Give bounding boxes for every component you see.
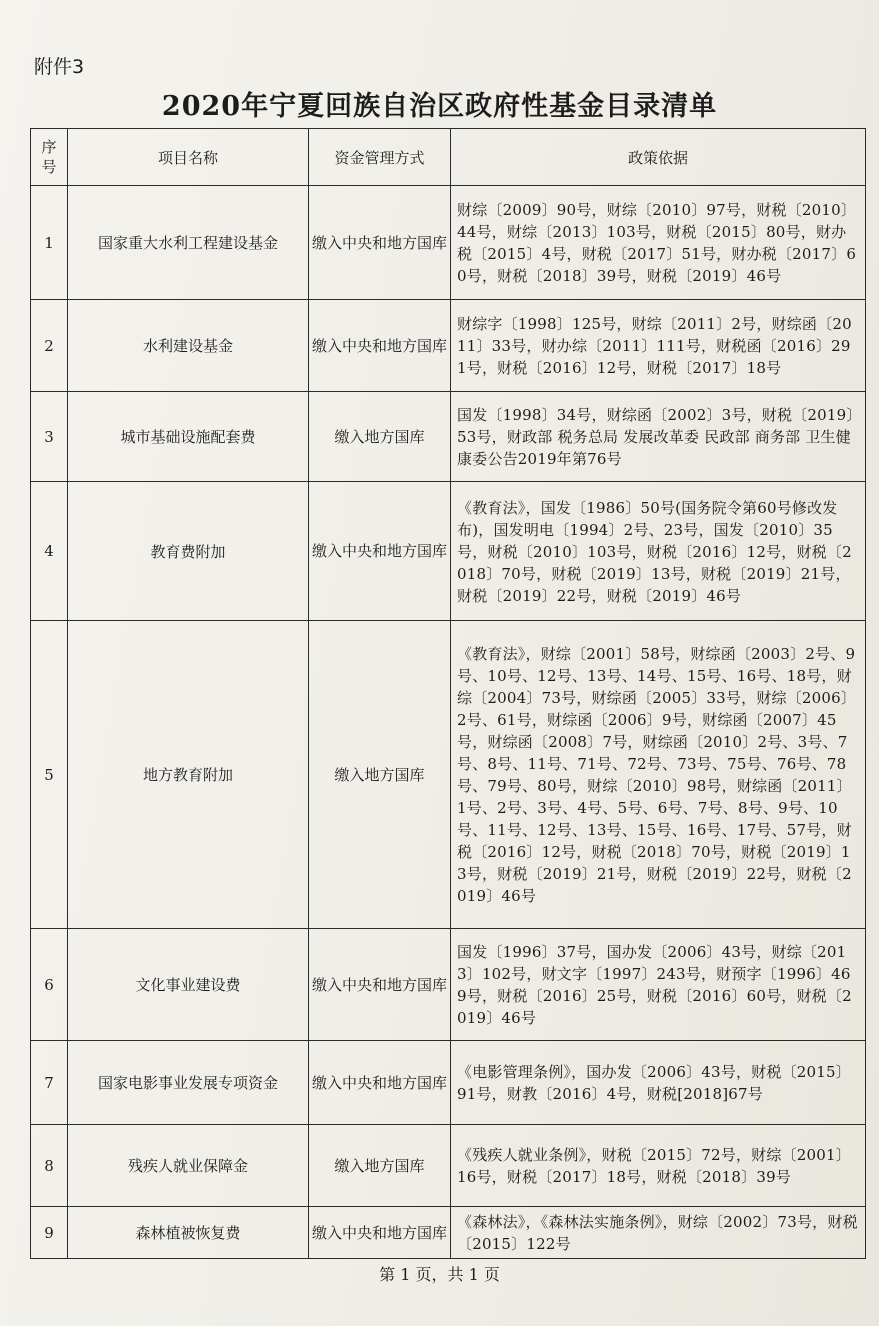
- attachment-label: 附件3: [34, 56, 85, 78]
- table-row: [31, 300, 866, 392]
- row-name: 文化事业建设费: [68, 929, 309, 1041]
- row-basis: 财综字〔1998〕125号，财综〔2011〕2号，财综函〔2011〕33号，财办综〔2011〕111号，财税函〔2016〕291号，财税〔2016〕12号，财税〔2017〕18号: [451, 300, 866, 392]
- row-name: 城市基础设施配套费: [68, 392, 309, 482]
- header-mgmt: 资金管理方式: [309, 129, 451, 186]
- table-row: [31, 1041, 866, 1125]
- table-row: [31, 1125, 866, 1207]
- header-basis: 政策依据: [451, 129, 866, 186]
- header-no: 序号: [31, 129, 68, 186]
- row-no: 4: [31, 482, 68, 621]
- row-no: 8: [31, 1125, 68, 1207]
- row-basis: 《残疾人就业条例》，财税〔2015〕72号，财综〔2001〕16号，财税〔2017〕18号，财税〔2018〕39号: [451, 1125, 866, 1207]
- row-mgmt: 缴入中央和地方国库: [309, 300, 451, 392]
- row-basis: 国发〔1996〕37号，国办发〔2006〕43号，财综〔2013〕102号，财文字〔1997〕243号，财预字〔1996〕469号，财税〔2016〕25号，财税〔2016〕60号，财税〔2019〕46号: [451, 929, 866, 1041]
- row-basis: 《电影管理条例》，国办发〔2006〕43号，财税〔2015〕91号，财教〔2016〕4号，财税[2018]67号: [451, 1041, 866, 1125]
- table-row: [31, 392, 866, 482]
- row-name: 地方教育附加: [68, 621, 309, 929]
- fund-catalog-table: [30, 128, 866, 1259]
- row-basis: 《教育法》，财综〔2001〕58号，财综函〔2003〕2号、9号、10号、12号、13号、14号、15号、16号、18号，财综〔2004〕73号，财综函〔2005〕33号，财综〔2006〕2号、61号，财综函〔2006〕9号，财综函〔2007〕45号，财综函〔2008〕7号，财综函〔2010〕2号、3号、7号、8号、11号、71号、72号、73号、75号、76号、78号、79号、80号，财综〔2010〕98号，财综函〔2011〕1号、2号、3号、4号、5号、6号、7号、8号、9号、10号、11号、12号、13号、15号、16号、17号、57号，财税〔2016〕12号，财税〔2018〕70号，财税〔2019〕13号，财税〔2019〕21号，财税〔2019〕22号，财税〔2019〕46号: [451, 621, 866, 929]
- row-name: 国家重大水利工程建设基金: [68, 186, 309, 300]
- row-mgmt: 缴入地方国库: [309, 392, 451, 482]
- row-name: 残疾人就业保障金: [68, 1125, 309, 1207]
- row-mgmt: 缴入中央和地方国库: [309, 482, 451, 621]
- row-no: 2: [31, 300, 68, 392]
- row-basis: 财综〔2009〕90号，财综〔2010〕97号，财税〔2010〕44号，财综〔2013〕103号，财税〔2015〕80号，财办税〔2015〕4号，财税〔2017〕51号，财办税〔2017〕60号，财税〔2018〕39号，财税〔2019〕46号: [451, 186, 866, 300]
- row-no: 9: [31, 1207, 68, 1259]
- row-no: 5: [31, 621, 68, 929]
- row-mgmt: 缴入中央和地方国库: [309, 929, 451, 1041]
- table-row: [31, 621, 866, 929]
- table-row: [31, 929, 866, 1041]
- row-mgmt: 缴入中央和地方国库: [309, 1207, 451, 1259]
- row-name: 国家电影事业发展专项资金: [68, 1041, 309, 1125]
- row-mgmt: 缴入中央和地方国库: [309, 1041, 451, 1125]
- row-name: 森林植被恢复费: [68, 1207, 309, 1259]
- header-name: 项目名称: [68, 129, 309, 186]
- row-no: 7: [31, 1041, 68, 1125]
- table-row: [31, 482, 866, 621]
- row-basis: 国发〔1998〕34号，财综函〔2002〕3号，财税〔2019〕53号，财政部 税务总局 发展改革委 民政部 商务部 卫生健康委公告2019年第76号: [451, 392, 866, 482]
- row-basis: 《教育法》，国发〔1986〕50号(国务院令第60号修改发布)，国发明电〔1994〕2号、23号，国发〔2010〕35号，财税〔2010〕103号，财税〔2016〕12号，财税〔2018〕70号，财税〔2019〕13号，财税〔2019〕21号，财税〔2019〕22号，财税〔2019〕46号: [451, 482, 866, 621]
- row-mgmt: 缴入中央和地方国库: [309, 186, 451, 300]
- page-footer: 第 1 页，共 1 页: [379, 1265, 500, 1284]
- row-name: 水利建设基金: [68, 300, 309, 392]
- row-name: 教育费附加: [68, 482, 309, 621]
- document-title: 2020年宁夏回族自治区政府性基金目录清单: [161, 91, 718, 122]
- row-mgmt: 缴入地方国库: [309, 621, 451, 929]
- row-basis: 《森林法》，《森林法实施条例》，财综〔2002〕73号，财税〔2015〕122号: [451, 1207, 866, 1259]
- table-header-row: [31, 129, 866, 186]
- table-row: [31, 1207, 866, 1259]
- row-no: 6: [31, 929, 68, 1041]
- row-no: 1: [31, 186, 68, 300]
- row-mgmt: 缴入地方国库: [309, 1125, 451, 1207]
- row-no: 3: [31, 392, 68, 482]
- table-row: [31, 186, 866, 300]
